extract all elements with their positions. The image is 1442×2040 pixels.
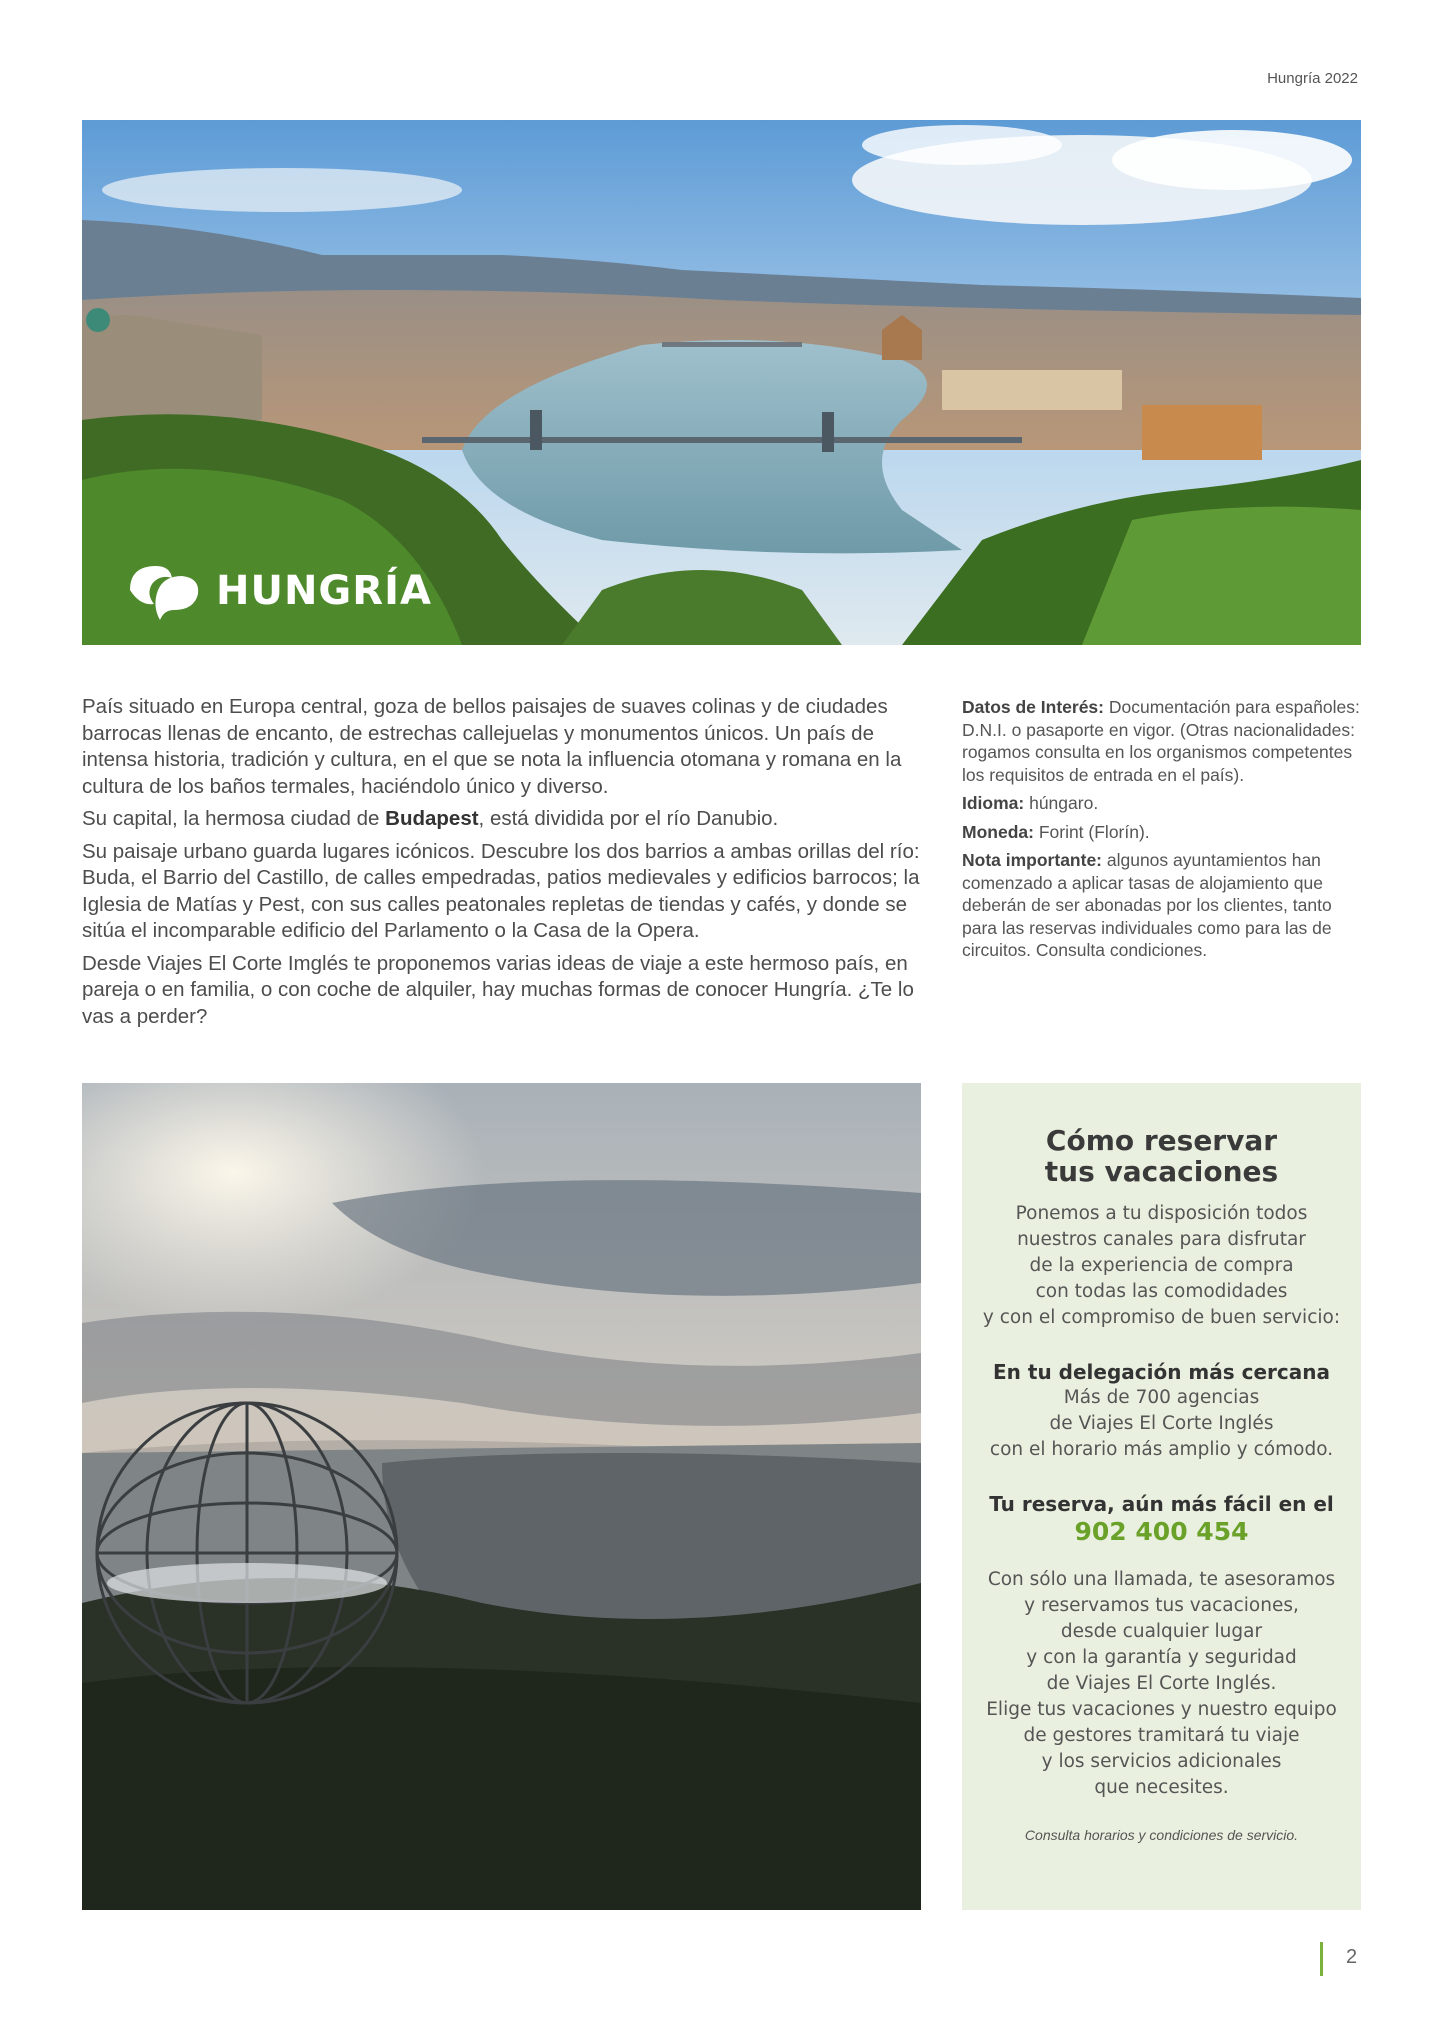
intro-paragraph-3: Su paisaje urbano guarda lugares icónicos. Descubre los dos barrios a ambas orillas del río: Buda, el Barrio del Castillo, de calles empedradas, patios medievales y edificios barrocos; la Iglesia de Matías y Pest, con sus calles peatonales repletas de tiendas y cafés, y donde se sitúa el incomparable edificio del Parlamento o la Casa de la Opera.	[82, 839, 920, 942]
page-number-accent-bar	[1320, 1942, 1323, 1976]
booking-note: Consulta horarios y condiciones de servicio.	[1024, 1827, 1299, 1843]
fact-idioma-label: Idioma:	[962, 793, 1025, 813]
fact-nota-label: Nota importante:	[962, 850, 1102, 870]
lookout-dome-image	[82, 1083, 921, 1910]
booking-intro-line: de la experiencia de compra	[1029, 1255, 1294, 1276]
delegation-text	[962, 1385, 1361, 1463]
fact-nota	[962, 849, 1360, 962]
capital-name: Budapest	[385, 807, 479, 830]
booking-phone-number[interactable]: 902 400 454	[1074, 1517, 1249, 1546]
phone-line: Con sólo una llamada, te asesoramos	[987, 1569, 1336, 1590]
fact-idioma	[962, 792, 1360, 815]
booking-intro	[962, 1201, 1361, 1331]
booking-title-line1: Cómo reservar	[1045, 1124, 1278, 1157]
booking-info-box	[962, 1083, 1361, 1910]
delegation-line: de Viajes El Corte Inglés	[1049, 1413, 1274, 1434]
booking-intro-line: Ponemos a tu disposición todos	[1015, 1203, 1308, 1224]
phone-line: y los servicios adicionales	[1041, 1751, 1282, 1772]
booking-intro-line: y con el compromiso de buen servicio:	[982, 1307, 1341, 1328]
phone-line: de Viajes El Corte Inglés.	[1046, 1673, 1277, 1694]
phone-title: Tu reserva, aún más fácil en el	[989, 1492, 1334, 1516]
intro-p2-start: Su capital, la hermosa ciudad de	[82, 807, 386, 830]
fact-moneda-text: Forint (Florín).	[1033, 821, 1150, 842]
hero-logo-text: HUNGRÍA	[216, 568, 432, 614]
delegation-line: con el horario más amplio y cómodo.	[989, 1439, 1334, 1460]
phone-line: Elige tus vacaciones y nuestro equipo	[986, 1699, 1337, 1720]
fact-idioma-text: húngaro.	[1024, 793, 1099, 813]
intro-p2-end: , está dividida por el río Danubio.	[478, 807, 779, 830]
phone-line: de gestores tramitará tu viaje	[1023, 1725, 1300, 1746]
booking-intro-line: con todas las comodidades	[1035, 1281, 1288, 1302]
fact-nota-text: algunos ayuntamientos han comenzado a aplicar tasas de alojamiento que deberán de ser abonadas por los clientes, tanto para las reservas individuales como para las de circuitos. Consulta condiciones.	[962, 850, 1332, 960]
booking-intro-line: nuestros canales para disfrutar	[1017, 1229, 1306, 1250]
fact-moneda-label: Moneda:	[962, 821, 1034, 842]
intro-paragraph-2	[82, 806, 927, 833]
phone-line: y reservamos tus vacaciones,	[1024, 1595, 1299, 1616]
fact-datos	[962, 696, 1360, 786]
phone-line: que necesites.	[1094, 1777, 1229, 1798]
facts-sidebar	[962, 696, 1360, 968]
hungary-brand-icon	[122, 560, 202, 622]
intro-paragraph-4: Desde Viajes El Corte Imglés te proponemos varias ideas de viaje a este hermoso país, en pareja o en familia, o con coche de alquiler, hay muchas formas de conocer Hungría. ¿Te lo vas a perder?	[82, 951, 914, 1028]
delegation-title: En tu delegación más cercana	[993, 1360, 1330, 1384]
booking-title	[962, 1125, 1361, 1187]
booking-title-line2: tus vacaciones	[1044, 1155, 1279, 1188]
fact-datos-label: Datos de Interés:	[962, 697, 1104, 717]
intro-text	[82, 694, 927, 1036]
document-header: Hungría 2022	[1267, 70, 1358, 87]
phone-text	[962, 1567, 1361, 1801]
delegation-line: Más de 700 agencias	[1063, 1387, 1260, 1408]
budapest-panorama-image	[82, 120, 1361, 645]
fact-moneda	[962, 821, 1360, 844]
intro-paragraph-1: País situado en Europa central, goza de bellos paisajes de suaves colinas y de ciudades barrocas llenas de encanto, de estrechas callejuelas y monumentos únicos. Un país de intensa historia, tradición y cultura, en el que se nota la influencia otomana y romana en la cultura de los baños termales, haciéndolo único y diverso.	[82, 695, 902, 798]
fact-datos-text: Documentación para españoles: D.N.I. o pasaporte en vigor. (Otras nacionalidades: rogamos consulta en los organismos competentes los requisitos de entrada en el país).	[962, 697, 1360, 785]
hungria-logo	[122, 560, 432, 622]
page-number: 2	[1346, 1946, 1358, 1968]
phone-line: desde cualquier lugar	[1060, 1621, 1263, 1642]
phone-line: y con la garantía y seguridad	[1026, 1647, 1297, 1668]
